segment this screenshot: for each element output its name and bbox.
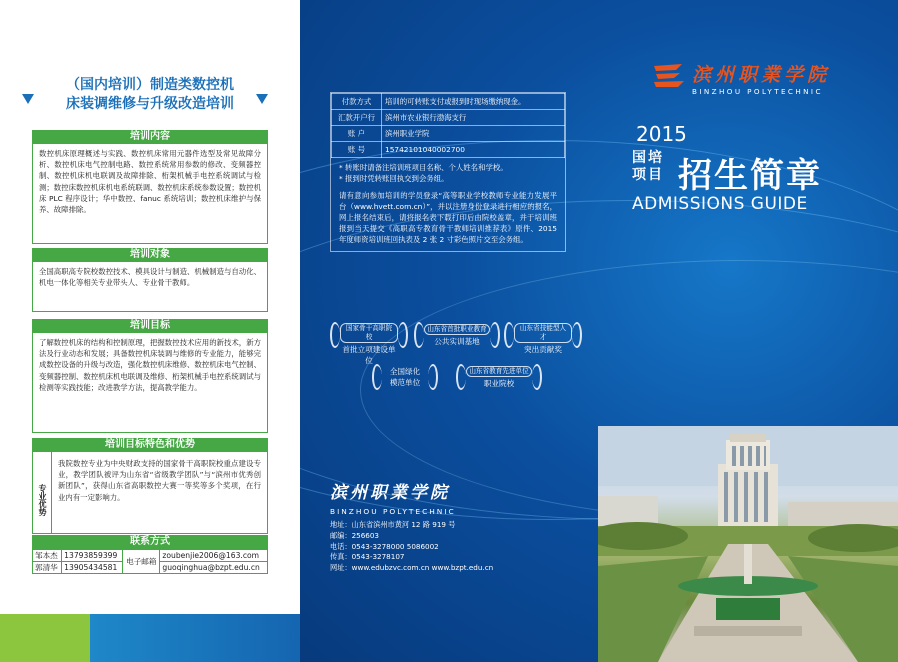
payment-value: 滨州市农业银行渤海支行 xyxy=(382,110,565,126)
contact-email[interactable]: zoubenjie2006@163.com xyxy=(160,550,268,562)
cover-subtitle: ADMISSIONS GUIDE xyxy=(632,194,808,214)
section-heading-feature: 培训目标特色和优势 xyxy=(32,438,268,452)
table-row xyxy=(332,126,565,142)
payment-value: 15742101040002700 xyxy=(382,142,565,158)
laurel-icon xyxy=(504,322,514,348)
payment-note: * 报到时凭转账回执交到会务组。 xyxy=(339,174,449,183)
triangle-right-icon xyxy=(256,94,268,104)
payment-table xyxy=(331,93,565,158)
payment-notes xyxy=(331,158,565,188)
payment-key: 账 号 xyxy=(332,142,382,158)
laurel-icon xyxy=(330,322,340,348)
section-feature-text: 我院数控专业为中央财政支持的国家骨干高职院校重点建设专业，教学团队被评为山东省“省级教学团队”与“滨州市优秀创新团队”，获得山东省高职数控大赛一等奖等多个奖项，在行业内有一定影响力。 xyxy=(52,452,268,534)
registration-paragraph: 请有意向参加培训的学员登录“高等职业学校教师专业能力发展平台（www.hvett.com.cn）”，并以注册身份登录进行相应的报名，网上报名结束后，请将报名表下载打印后由院校盖章，并于培训班报到当天提交《高职高专教育骨干教师培训推荐表》原件、2015 年度师资培训班回执表及 2 张 2 寸彩色照片交至会务组。 xyxy=(339,191,557,244)
laurel-icon xyxy=(572,322,582,348)
badge-main: 突出贡献奖 xyxy=(524,345,562,354)
section-heading-contact: 联系方式 xyxy=(32,535,268,549)
laurel-icon xyxy=(532,364,542,390)
college-zip: 邮编：256603 xyxy=(330,530,380,540)
section-content-text: 数控机床原理概述与实践、数控机床常用元器件选型及常见故障分析、数控机床电气控制电路、数控系统常用参数的修改、变频器控制、数控机床机电联调及故障排除、桁架机械手电控系统调试与检测；数控床数控机床机电系统联调、数控机床系统参数设置；数控机床 PLC 程序设计；华中数控、fanuc 系统培训；数控机床维护与保养、故障排除。 xyxy=(32,144,268,244)
section-target-text: 全国高职高专院校数控技术、模具设计与制造、机械制造与自动化、机电一体化等相关专业带头人、专业骨干教师。 xyxy=(32,262,268,312)
badge-main: 首批立项建设单位 xyxy=(342,345,396,365)
table-row xyxy=(332,94,565,110)
email-label: 电子邮箱 xyxy=(123,550,160,574)
campus-photo xyxy=(598,426,898,662)
left-panel xyxy=(0,0,300,662)
honor-badge xyxy=(372,362,438,392)
cover-logo-calligraphy: 滨州职業学院 xyxy=(692,64,831,86)
college-fax: 传真：0543-3278107 xyxy=(330,552,405,562)
cover-tag xyxy=(632,150,676,184)
left-top-margin xyxy=(0,0,300,34)
table-row xyxy=(332,142,565,158)
contact-email[interactable]: guoqinghua@bzpt.edu.cn xyxy=(160,562,268,574)
course-title xyxy=(10,76,290,114)
payment-value: 滨州职业学院 xyxy=(382,126,565,142)
badge-main: 全国绿化 xyxy=(389,367,421,376)
college-web[interactable]: 网址：www.edubzvc.com.cn www.bzpt.edu.cn xyxy=(330,563,494,573)
laurel-icon xyxy=(456,364,466,390)
contact-phone: 13905434581 xyxy=(62,562,123,574)
badge-pill: 山东省教育先进单位 xyxy=(466,366,531,377)
laurel-icon xyxy=(428,364,438,390)
payment-note: * 转账时请备注培训班项目名称、个人姓名和学校。 xyxy=(339,163,508,172)
payment-box xyxy=(330,92,566,252)
contact-name: 邹本杰 xyxy=(33,550,62,562)
honor-badge xyxy=(414,320,500,350)
badge-pill: 国家骨干高职院校 xyxy=(340,323,398,343)
honor-badge xyxy=(456,362,542,392)
college-contact-info xyxy=(330,520,493,574)
section-heading-target: 培训对象 xyxy=(32,248,268,262)
feature-side-label: 专业优势 xyxy=(32,452,52,534)
table-row xyxy=(33,550,268,562)
payment-key: 付款方式 xyxy=(332,94,382,110)
table-row xyxy=(332,110,565,126)
laurel-icon xyxy=(414,322,424,348)
payment-key: 汇款开户行 xyxy=(332,110,382,126)
badge-pill: 山东省技能型人才 xyxy=(514,323,572,343)
college-emblem-icon xyxy=(652,62,686,88)
honor-badge xyxy=(504,320,582,354)
college-english: BINZHOU POLYTECHNIC xyxy=(330,507,456,516)
college-tel: 电话：0543-3278000 5086002 xyxy=(330,541,439,551)
section-goal-text: 了解数控机床的结构和控制原理，把握数控技术应用的新技术，新方法及行业动态和发展；具备数控机床装调与维修的专业能力，能够完成数控设备的升级与改造，强化数控机床维修、数控机床电气控制、变频器控制、数控机床机电联调及维修、桁架机械手电控系统调试与检测等实践技能；改进教学方法，提高教学能力。 xyxy=(32,333,268,433)
cover-headline: 招生简章 xyxy=(678,156,822,196)
college-calligraphy: 滨州职業学院 xyxy=(330,483,450,503)
cover-tag-line2: 项目 xyxy=(632,167,664,183)
laurel-icon xyxy=(398,322,408,348)
cover-logo-english: BINZHOU POLYTECHNIC xyxy=(692,87,823,96)
college-logo-small xyxy=(330,478,456,516)
campus-illustration xyxy=(598,426,898,662)
badge-main: 公共实训基地 xyxy=(434,337,480,346)
course-title-line1: （国内培训）制造类数控机 xyxy=(66,77,234,93)
laurel-icon xyxy=(372,364,382,390)
laurel-icon xyxy=(490,322,500,348)
honor-badge xyxy=(330,320,408,365)
badge-main: 职业院校 xyxy=(483,379,515,388)
contact-phone: 13793859399 xyxy=(62,550,123,562)
contact-name: 郭清华 xyxy=(33,562,62,574)
payment-value: 培训的可转账支付或报到时现场缴纳现金。 xyxy=(382,94,565,110)
left-footer-bar xyxy=(0,608,300,662)
badge-pill: 山东省首批职业教育 xyxy=(424,324,489,335)
cover-year: 2015 xyxy=(636,122,687,146)
triangle-left-icon xyxy=(22,94,34,104)
course-title-line2: 床装调维修与升级改造培训 xyxy=(66,96,234,112)
contact-table xyxy=(32,549,268,574)
payment-key: 账 户 xyxy=(332,126,382,142)
badge-main: 模范单位 xyxy=(389,378,421,387)
college-address: 地址：山东省滨州市黄河 12 路 919 号 xyxy=(330,520,456,529)
cover-tag-line1: 国培 xyxy=(632,150,664,166)
section-heading-content: 培训内容 xyxy=(32,130,268,144)
section-heading-goal: 培训目标 xyxy=(32,319,268,333)
